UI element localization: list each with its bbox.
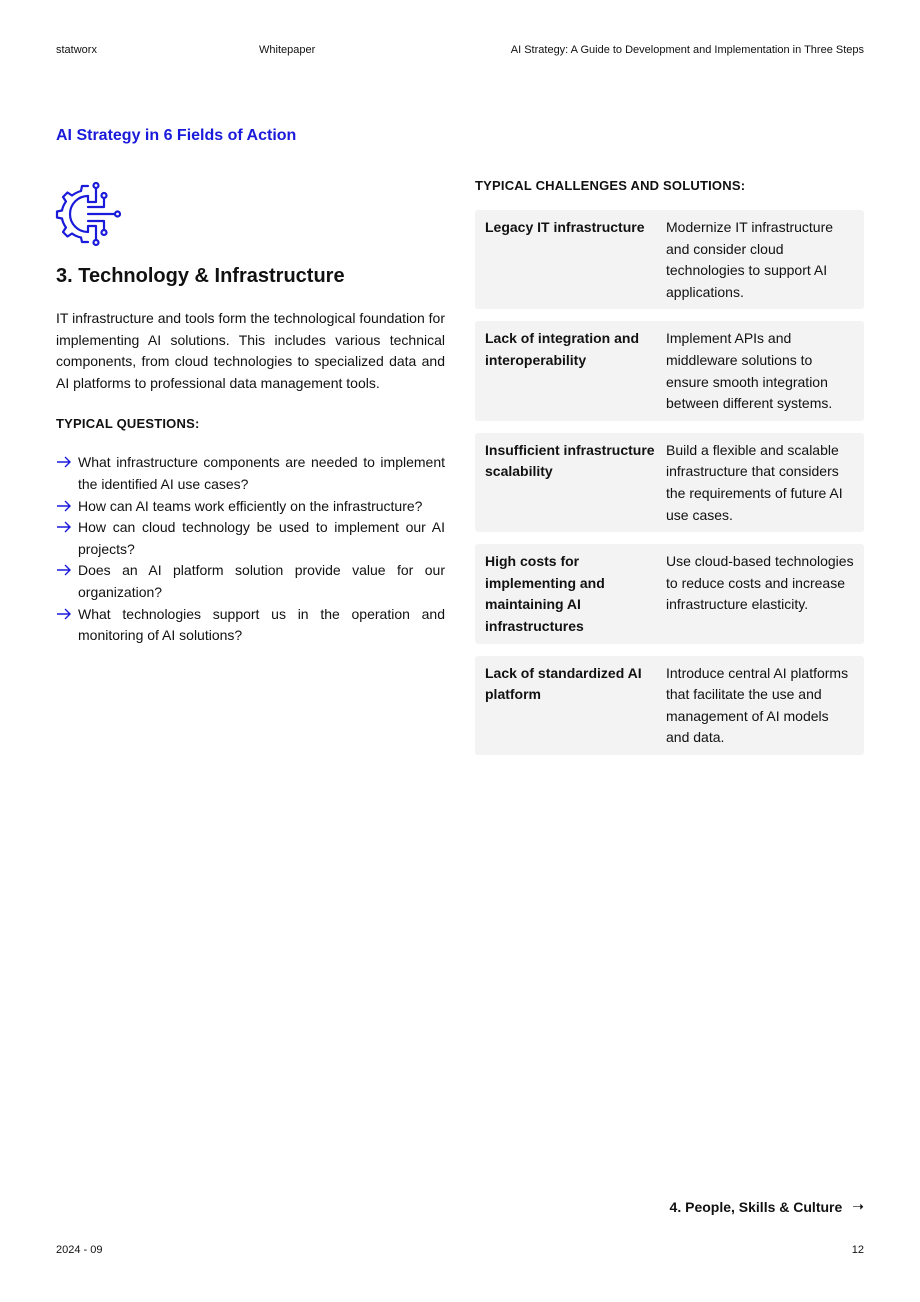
right-column xyxy=(475,178,864,767)
footer-date: 2024 - 09 xyxy=(56,1244,103,1256)
document-title: AI Strategy: A Guide to Development and Implementation in Three Steps xyxy=(510,44,864,56)
arrow-right-icon xyxy=(56,564,72,576)
solution-cell: Implement APIs and middleware solutions to ensure smooth integration between different systems. xyxy=(666,330,833,412)
list-item: What technologies support us in the operation and monitoring of AI solutions? xyxy=(56,604,445,647)
list-item: How can AI teams work efficiently on the infrastructure? xyxy=(56,496,445,518)
table-row xyxy=(475,433,864,532)
challenge-cell: Lack of standardized AI platform xyxy=(485,664,642,703)
page-header xyxy=(56,44,864,60)
questions-title: TYPICAL QUESTIONS: xyxy=(56,416,200,432)
challenge-cell: Insufficient infrastructure scalability xyxy=(485,441,655,480)
section-title: AI Strategy in 6 Fields of Action xyxy=(56,127,297,144)
intro-paragraph: IT infrastructure and tools form the technological foundation for implementing AI solutions. This includes various technical components, from cloud technologies to specialized data and AI platforms to professional data management tools. xyxy=(56,310,445,391)
list-item: What infrastructure components are needed to implement the identified AI use cases? xyxy=(56,452,445,495)
challenge-cell: Lack of integration and interoperability xyxy=(485,330,640,368)
solution-cell: Use cloud-based technologies to reduce costs and increase infrastructure elasticity. xyxy=(666,553,854,613)
list-item: Does an AI platform solution provide value for our organization? xyxy=(56,560,445,603)
section-heading: 3. Technology & Infrastructure xyxy=(56,265,345,287)
table-row xyxy=(475,321,864,420)
questions-list xyxy=(56,452,445,646)
arrow-right-icon xyxy=(56,521,72,533)
list-item: How can cloud technology be used to implement our AI projects? xyxy=(56,517,445,560)
gear-circuit-icon xyxy=(54,180,122,248)
challenges-table xyxy=(475,210,864,755)
solution-cell: Modernize IT infrastructure and consider cloud technologies to support AI applications. xyxy=(666,219,834,300)
table-row xyxy=(475,210,864,309)
arrow-right-icon[interactable]: ➝ xyxy=(852,1198,864,1214)
challenges-title: TYPICAL CHALLENGES AND SOLUTIONS: xyxy=(475,178,746,193)
next-section-label[interactable]: 4. People, Skills & Culture xyxy=(669,1198,843,1215)
document-type: Whitepaper xyxy=(259,44,316,56)
left-column xyxy=(56,262,445,647)
arrow-right-icon xyxy=(56,456,72,468)
brand-name: statworx xyxy=(56,44,97,56)
page-number: 12 xyxy=(851,1244,864,1256)
next-section-link[interactable] xyxy=(670,1198,864,1215)
arrow-right-icon xyxy=(56,608,72,620)
arrow-right-icon xyxy=(56,500,72,512)
challenge-cell: Legacy IT infrastructure xyxy=(485,219,645,235)
table-row xyxy=(475,656,864,755)
challenge-cell: High costs for implementing and maintaining AI infrastructures xyxy=(485,553,605,634)
solution-cell: Build a flexible and scalable infrastructure that considers the requirements of future AI use cases. xyxy=(666,441,843,523)
solution-cell: Introduce central AI platforms that facilitate the use and management of AI models and data. xyxy=(666,664,849,746)
table-row xyxy=(475,544,864,643)
